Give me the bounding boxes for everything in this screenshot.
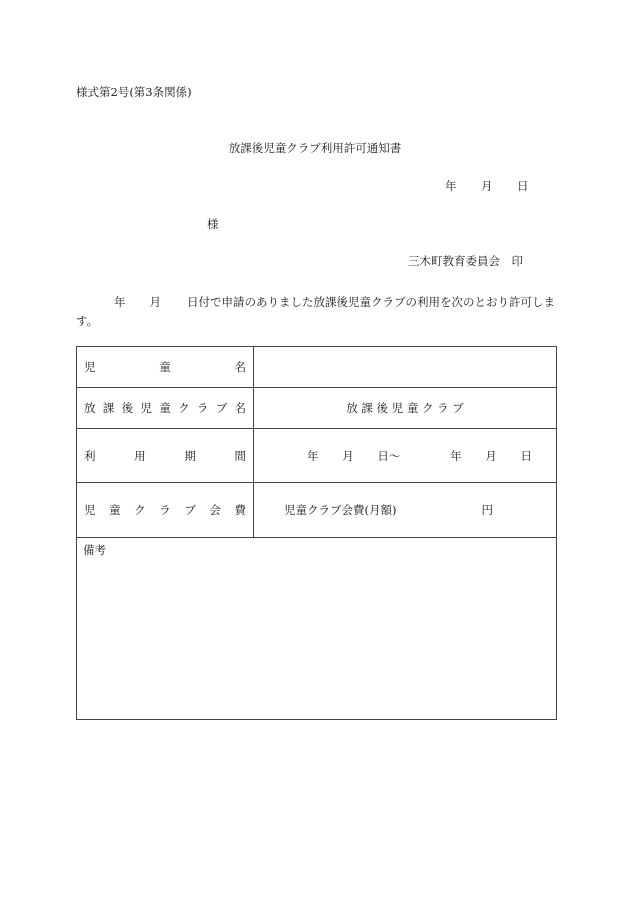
club-fee-value: [254, 483, 557, 538]
body-year-label: 年: [114, 295, 126, 309]
label-char: 放: [84, 401, 96, 415]
row-label-usage-period: [77, 429, 254, 483]
body-text: [76, 293, 556, 331]
label-char: 児: [140, 401, 152, 415]
addressee: 様: [207, 217, 219, 231]
table-row: [77, 347, 557, 388]
period-start-month: 月: [342, 448, 354, 463]
issue-date: [445, 181, 529, 193]
label-char: 名: [234, 360, 246, 374]
label-char: ク: [134, 503, 146, 517]
table-row: [77, 483, 557, 538]
label-char: 児: [84, 360, 96, 374]
fee-label: 児童クラブ会費(月額): [284, 503, 397, 517]
label-char: ラ: [159, 503, 171, 517]
row-label-club-fee: [77, 483, 254, 538]
remarks-label: 備考: [83, 543, 106, 557]
period-start-day: 日〜: [377, 448, 401, 463]
club-name-value: 放 課 後 児 童 ク ラ ブ: [254, 388, 557, 429]
table-row: [77, 429, 557, 483]
label-char: 後: [121, 401, 134, 415]
label-char: 間: [234, 448, 246, 463]
period-end-month: 月: [485, 448, 497, 463]
body-month-label: 月: [149, 295, 161, 309]
label-char: ブ: [215, 401, 228, 415]
label-char: 費: [234, 503, 246, 517]
label-char: 期: [184, 448, 196, 463]
label-char: 課: [102, 401, 115, 415]
document-title: 放課後児童クラブ利用許可通知書: [228, 141, 402, 155]
date-month-label: 月: [481, 179, 493, 193]
usage-period-value: [254, 429, 557, 483]
child-name-value: [254, 347, 557, 388]
table-row: [77, 388, 557, 429]
remarks-cell: [77, 538, 557, 720]
period-end-day: 日: [520, 448, 532, 463]
issuer-seal-line: 三木町教育委員会 印: [408, 254, 523, 268]
form-number: 様式第2号(第3条関係): [76, 85, 192, 99]
label-char: ラ: [196, 401, 209, 415]
label-char: 用: [134, 448, 146, 463]
body-sentence: 日付で申請のありました放課後児童クラブの利用を次のとおり許可します。: [76, 295, 555, 328]
date-day-label: 日: [517, 179, 529, 193]
label-char: ク: [178, 401, 190, 415]
row-label-child-name: [77, 347, 254, 388]
period-end-year: 年: [450, 448, 462, 463]
label-char: 利: [84, 448, 96, 463]
label-char: 童: [159, 401, 171, 415]
label-char: 児: [84, 503, 96, 517]
label-char: 童: [159, 360, 171, 374]
label-char: 童: [109, 503, 121, 517]
permission-table: [76, 346, 557, 720]
label-char: 会: [209, 503, 221, 517]
row-label-club-name: [77, 388, 254, 429]
table-row: [77, 538, 557, 720]
date-year-label: 年: [445, 179, 457, 193]
label-char: ブ: [184, 503, 196, 517]
fee-unit: 円: [481, 503, 493, 517]
label-char: 名: [234, 401, 246, 415]
period-start-year: 年: [307, 448, 319, 463]
